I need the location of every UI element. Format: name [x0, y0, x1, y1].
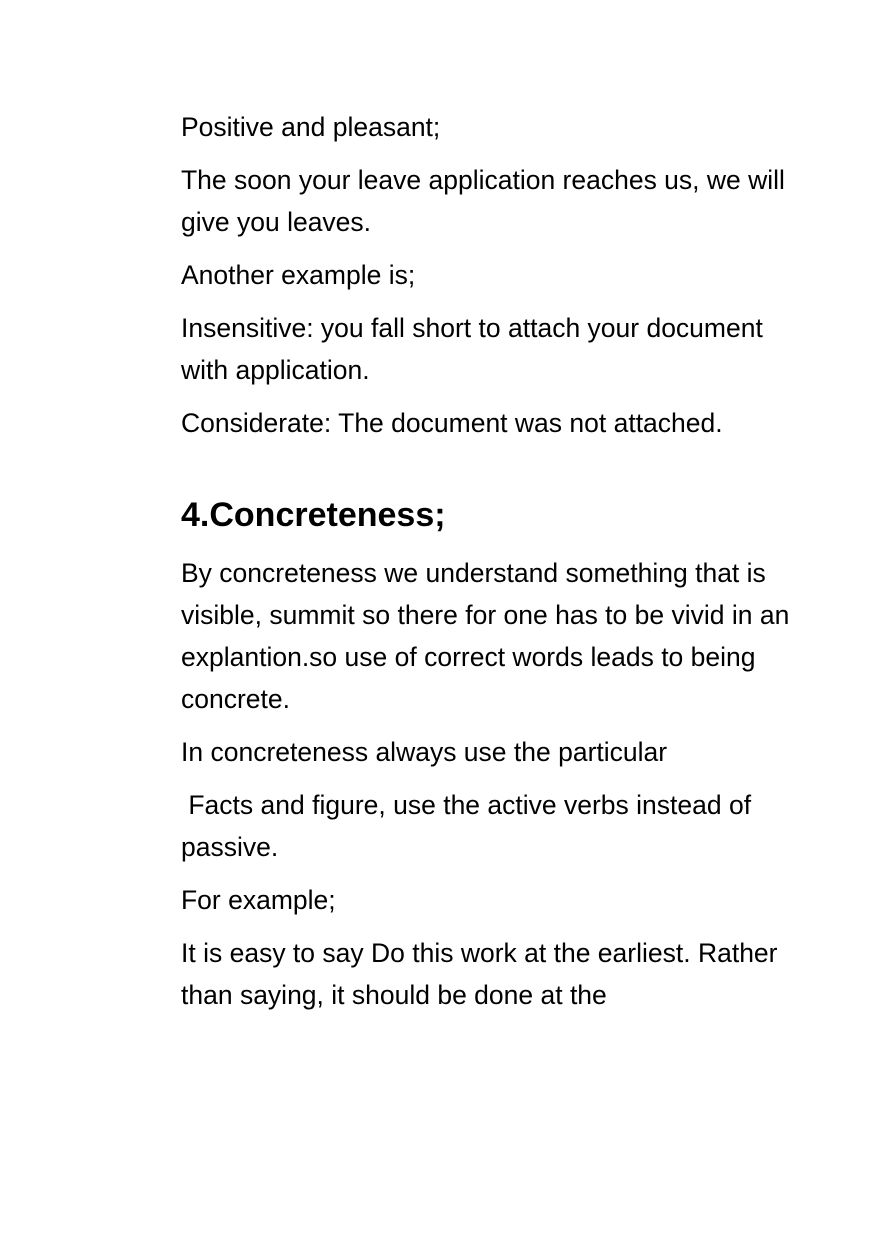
paragraph: For example; [181, 885, 336, 915]
paragraph: Another example is; [181, 260, 416, 290]
paragraph: It is easy to say Do this work at the earliest. Rather than saying, it should be done at the [181, 938, 785, 1010]
section-heading [181, 489, 791, 541]
paragraph: By concreteness we understand something that is visible, summit so there for one has to be vivid in an explantion.so use of correct words leads to being concrete. [181, 558, 797, 714]
paragraph: In concreteness always use the particular [181, 737, 668, 767]
document-body [181, 106, 797, 1027]
paragraph: The soon your leave application reaches us, we will give you leaves. [181, 165, 793, 237]
paragraph: Facts and figure, use the active verbs instead of passive. [181, 790, 759, 862]
heading-suffix: ; [434, 496, 446, 534]
heading-number: 4. [181, 496, 210, 534]
paragraph: Positive and pleasant; [181, 112, 441, 142]
heading-title: Concreteness [209, 496, 435, 534]
paragraph: Insensitive: you fall short to attach your document with application. [181, 313, 771, 385]
paragraph: Considerate: The document was not attached. [181, 408, 723, 438]
